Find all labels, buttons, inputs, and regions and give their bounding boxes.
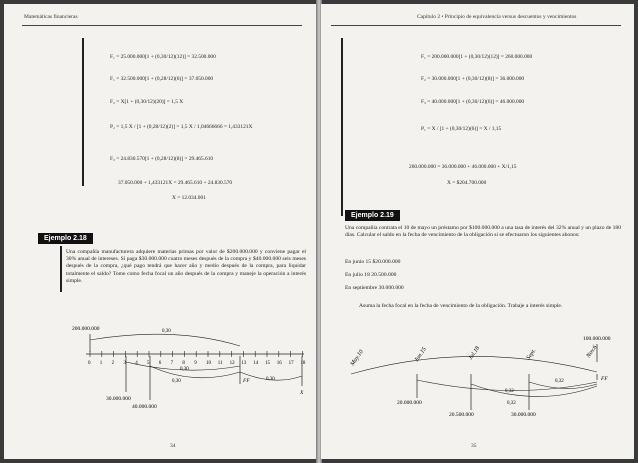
left-page	[4, 4, 317, 459]
diagram-tick-label: 18	[300, 361, 306, 366]
payment-row-1: En junio 15 $20.000.000	[345, 259, 401, 265]
focal-date-text: Asuma la fecha focal en la fecha de vencimiento de la obligación. Trabaje a interés simple.	[359, 303, 563, 309]
diagram2-rate-3: 0,32	[555, 379, 564, 384]
diagram-tick-label: 17	[288, 361, 294, 366]
diagram-tick-label: 8	[182, 361, 185, 366]
diagram2-ff: FF	[601, 376, 608, 382]
diagram-rate-b: 0,30	[172, 379, 181, 384]
example-2-19-title: Ejemplo 2.19	[345, 210, 400, 221]
diagram2-month-jun: Jun.15	[413, 346, 428, 364]
diagram-tick-label: 4	[135, 361, 138, 366]
diagram2-rate-2: 0,32	[507, 401, 516, 406]
example-2-19-text: Una compañía contrata el 10 de mayo un préstamo por $100.000.000 a una tasa de interés del 32% anual y un plazo de 180 días. Calcular el saldo en la fecha de vencimiento de la obligación si se efectuaron los siguientes abonos:	[345, 225, 621, 239]
right-header-rule	[331, 25, 621, 26]
diagram-tick-label: 15	[265, 361, 270, 366]
diagram-tick-label: 11	[217, 361, 223, 366]
diagram-tick-label: 13	[241, 361, 247, 366]
right-equation-4: P₁ = X / [1 + (0,30/12)(6)] = X / 1,15	[421, 126, 502, 132]
diagram-ff: FF	[243, 378, 250, 384]
diagram2-month-nov: Nov.6	[585, 344, 599, 360]
diagram-tick-label: 16	[276, 361, 282, 366]
diagram-top-arc	[90, 334, 240, 346]
example-2-18-bar	[60, 246, 62, 292]
diagram-tick-label: 2	[111, 361, 115, 366]
right-page-number: 35	[471, 443, 477, 449]
diagram-tick-label: 3	[123, 361, 126, 366]
left-equation-3: F₂ = X[1 + (0,30/12)(20)] = 1,5 X	[110, 99, 184, 105]
diagram-tick-label: 9	[194, 361, 197, 366]
right-equation-5: 260.000.000 = 36.000.000 + 46.000.000 + X/1,15	[409, 164, 517, 170]
right-equation-3: F₃ = 40.000.000[1 + (0,30/12)(6)] = 46.000.000	[421, 99, 525, 105]
payment-row-2: En julio 18 20.500.000	[345, 272, 397, 278]
diagram-rate-a: 0,30	[180, 367, 189, 372]
left-equation-5: F₃ = 24.830.570[1 + (0,28/12)(8)] = 29.465.610	[110, 156, 214, 162]
diagram-pay1: 30.000.000	[106, 396, 131, 402]
diagram-tick-label: 14	[253, 361, 259, 366]
diagram2-month-may: May.10	[349, 349, 365, 368]
left-equation-2: F₁ = 32.500.000[1 + (0,28/12)(6)] = 37.050.000	[110, 76, 214, 82]
diagram2-pay2: 20.500.000	[449, 412, 474, 418]
diagram-top-amount: 200.000.000	[72, 326, 100, 332]
diagram2-month-jul: Jul.18	[467, 345, 482, 362]
diagram-tick-label: 12	[229, 361, 235, 366]
payment-row-3: En septiembre 30.000.000	[345, 285, 404, 291]
example-2-18-text: Una compañía manufacturera adquiere materias primas por valor de $200.000.000 y conviene pagar el 30% anual de intereses. Si paga $30.000.000 cuatro meses después de la compra y $40.000.000 seis meses después de la compra, ¿qué pago tendrá que hacer año y medio después de la compra, para liquidar totalmente el saldo? Tome como fecha focal un año después de la compra y maneje la operación a interés simple.	[66, 249, 306, 284]
diagram-tick-label: 6	[158, 361, 162, 366]
left-equation-4: P₂ = 1,5 X / [1 + (0,28/12)(2)] = 1,5 X / 1,04666666 = 1,433121X	[110, 124, 253, 130]
diagram-tick-label: 7	[170, 361, 174, 366]
diagram-pay2: 40.000.000	[132, 404, 157, 410]
timeline-diagram-2-18	[4, 322, 317, 432]
diagram2-rate-1: 0,32	[505, 389, 514, 394]
right-equation-6: X = $204.700.000	[447, 180, 487, 186]
right-equation-1: F₁ = 200.000.000[1 + (0,30/12)(12)] = 260.000.000	[421, 54, 533, 60]
diagram-tick-label: 10	[206, 361, 211, 366]
right-margin-bar	[341, 38, 343, 216]
left-page-number: 34	[170, 443, 176, 449]
diagram2-month-sept: Sept.	[525, 348, 538, 362]
timeline-diagram-2-19	[321, 330, 634, 436]
left-margin-bar	[82, 38, 84, 186]
right-page	[321, 4, 634, 459]
diagram2-pay1: 20.000.000	[397, 400, 422, 406]
left-equation-7: X = 12.034.001	[172, 195, 206, 201]
diagram2-top-amount: 100.000.000	[583, 336, 611, 342]
diagram-x: X	[300, 390, 304, 396]
right-header: Capítulo 2 • Principio de equivalencia versus descuentos y vencimientos	[417, 14, 577, 20]
diagram2-pay3: 30.000.000	[511, 412, 536, 418]
diagram-ticks	[88, 351, 306, 366]
example-2-18-title: Ejemplo 2.18	[38, 233, 93, 244]
diagram-rate-top: 0,30	[162, 329, 171, 334]
left-equation-6: 37.050.000 + 1,433121X = 29.465.610 + 24.830.570	[118, 180, 233, 186]
diagram-tick-label: 0	[88, 361, 91, 366]
diagram-tick-label: 5	[147, 361, 150, 366]
left-header-rule	[22, 25, 302, 26]
right-equation-2: F₂ = 30.000.000[1 + (0,30/12)(8)] = 36.000.000	[421, 76, 525, 82]
left-header: Matemáticas financieras	[24, 14, 78, 20]
diagram-tick-label: 1	[99, 361, 103, 366]
left-equation-1: F₁ = 25.000.000[1 + (0,30/12)(12)] = 32.500.000	[110, 54, 216, 60]
diagram-rate-c: 0,30	[266, 377, 275, 382]
